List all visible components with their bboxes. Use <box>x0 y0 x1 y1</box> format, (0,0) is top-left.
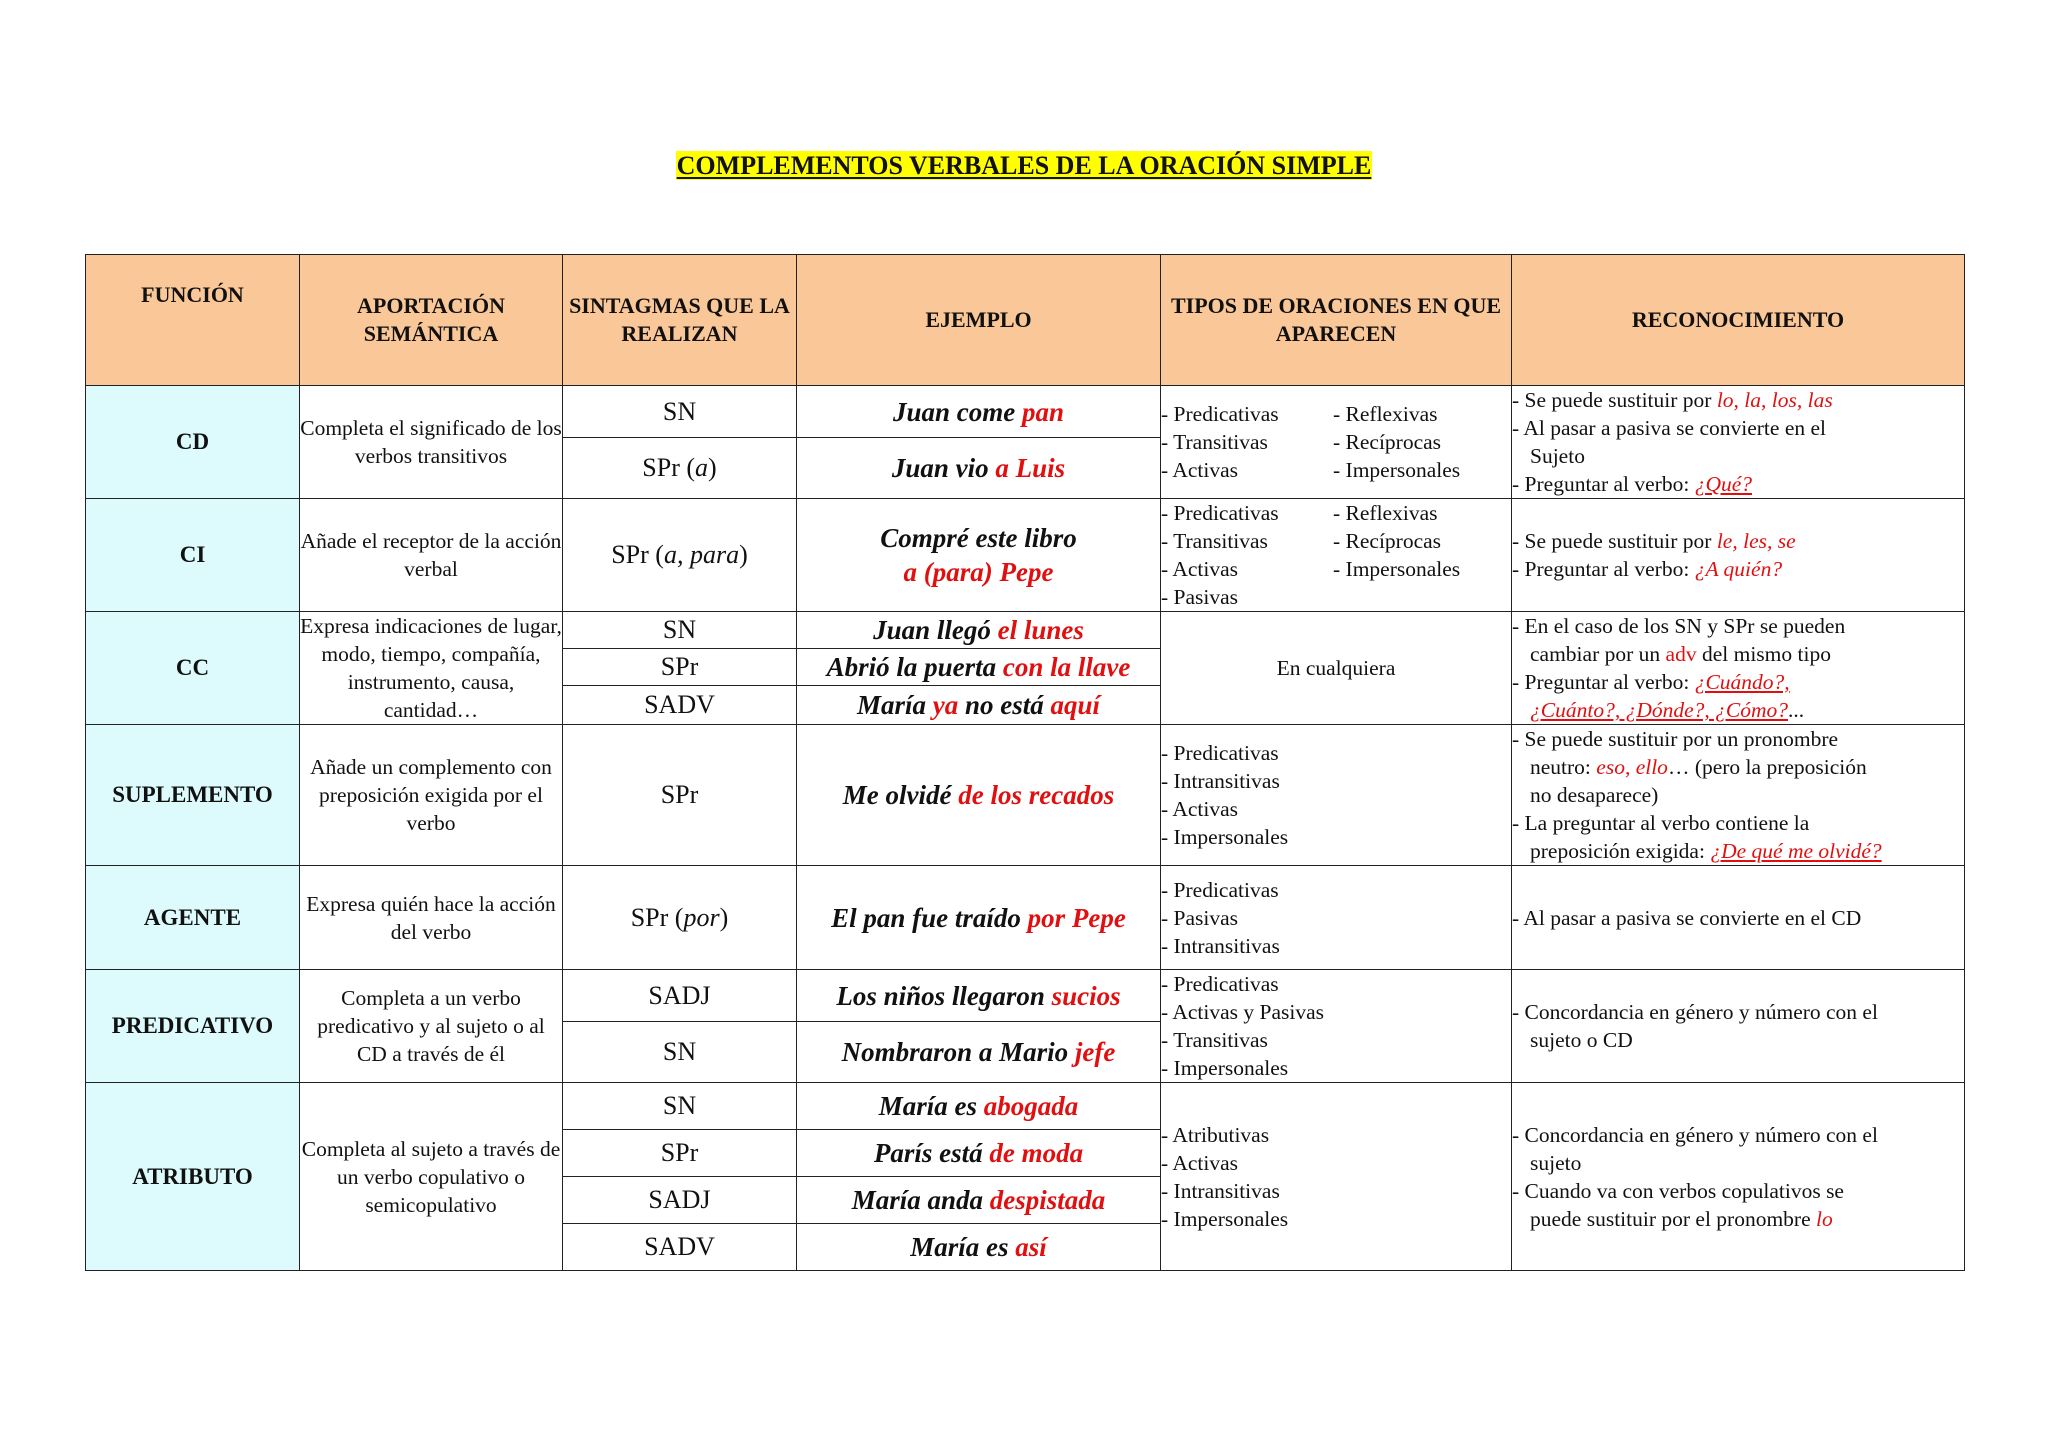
recognition-text: puede sustituir por el pronombre <box>1530 1206 1817 1231</box>
recognition-line <box>1512 640 1964 668</box>
syntagma-cell: SADV <box>563 1224 797 1271</box>
recognition-text: - Preguntar al verbo: <box>1512 472 1695 496</box>
syntagma-preposition: a <box>695 453 709 482</box>
semantic-cell-ci: Añade el receptor de la acción verbal <box>300 499 563 612</box>
example-text: Compré este libro <box>880 523 1077 553</box>
recognition-line: sujeto o CD <box>1530 1028 1633 1052</box>
example-text: Me olvidé <box>842 780 959 810</box>
sentence-type: - Impersonales <box>1333 458 1461 482</box>
sentence-type: - Recíprocas <box>1333 430 1442 454</box>
recognition-highlight: ¿De qué me olvidé? <box>1710 839 1882 863</box>
recognition-cell-predicativo <box>1512 970 1965 1083</box>
example-cell <box>797 1022 1161 1083</box>
recognition-text: cambiar por un <box>1530 642 1666 666</box>
recognition-highlight: ¿A quién? <box>1694 557 1783 581</box>
example-text: María anda <box>851 1185 990 1215</box>
sentence-type: - Activas y Pasivas <box>1161 1000 1325 1024</box>
example-text: no está <box>958 690 1051 720</box>
semantic-cell-predicativo: Completa a un verbo predicativo y al sujeto o al CD a través de él <box>300 970 563 1083</box>
syntagma-cell: SN <box>563 1022 797 1083</box>
recognition-line: - Al pasar a pasiva se convierte en el <box>1512 416 1827 440</box>
recognition-highlight: le, les, se <box>1716 529 1796 553</box>
recognition-text: - Preguntar al verbo: <box>1512 670 1695 694</box>
sentence-type: - Predicativas <box>1161 877 1279 902</box>
recognition-line: - En el caso de los SN y SPr se pueden <box>1512 614 1846 638</box>
example-highlight: así <box>1015 1232 1047 1262</box>
sentence-type: - Impersonales <box>1161 1206 1289 1231</box>
example-cell <box>797 1177 1161 1224</box>
sentence-type: - Predicativas <box>1161 501 1279 525</box>
sentence-type: - Intransitivas <box>1161 769 1280 793</box>
recognition-line <box>1512 837 1964 865</box>
example-text: María <box>856 690 933 720</box>
recognition-line <box>1512 470 1964 498</box>
recognition-line <box>1512 1205 1964 1233</box>
sentence-types-cell-predicativo <box>1161 970 1512 1083</box>
recognition-cell-cd <box>1512 386 1965 499</box>
table-row <box>86 725 1965 866</box>
recognition-cell-suplemento <box>1512 725 1965 866</box>
sentence-types-cell-ci <box>1161 499 1512 612</box>
sentence-type: - Transitivas <box>1161 529 1268 553</box>
semantic-cell-cd: Completa el significado de los verbos transitivos <box>300 386 563 499</box>
table-row <box>86 970 1965 1022</box>
sentence-type: - Atributivas <box>1161 1122 1270 1147</box>
syntagma-text: SPr ( <box>611 540 664 569</box>
sentence-type: - Activas <box>1161 458 1239 482</box>
example-text: París está <box>873 1138 990 1168</box>
recognition-line: - Concordancia en género y número con el <box>1512 1000 1878 1024</box>
recognition-text: … (pero la preposición <box>1667 755 1867 779</box>
header-ejemplo: EJEMPLO <box>797 255 1161 386</box>
example-cell <box>797 438 1161 499</box>
example-cell <box>797 386 1161 438</box>
recognition-line: - Cuando va con verbos copulativos se <box>1512 1178 1844 1203</box>
recognition-line: - Concordancia en género y número con el <box>1512 1122 1878 1147</box>
example-text: Juan come <box>892 396 1022 427</box>
syntagma-cell: SPr <box>563 725 797 866</box>
syntagma-cell <box>563 866 797 970</box>
recognition-text: preposición exigida: <box>1530 839 1711 863</box>
recognition-text: del mismo tipo <box>1696 642 1831 666</box>
header-aportacion: APORTACIÓN SEMÁNTICA <box>300 255 563 386</box>
table-row <box>86 612 1965 649</box>
function-cell-cd: CD <box>86 386 300 499</box>
recognition-highlight: lo, la, los, las <box>1716 388 1833 412</box>
recognition-line: no desaparece) <box>1530 783 1659 807</box>
syntagma-text: SPr ( <box>630 902 684 932</box>
header-sintagmas: SINTAGMAS QUE LA REALIZAN <box>563 255 797 386</box>
recognition-highlight: eso, ello <box>1596 755 1668 779</box>
example-text: María es <box>878 1091 984 1121</box>
recognition-line: sujeto <box>1530 1150 1582 1175</box>
sentence-types-list <box>1161 499 1511 611</box>
syntagma-text: ) <box>708 453 717 482</box>
recognition-highlight: lo <box>1816 1206 1833 1231</box>
example-cell <box>797 725 1161 866</box>
table-row <box>86 1083 1965 1130</box>
recognition-cell-agente <box>1512 866 1965 970</box>
example-highlight: abogada <box>983 1091 1079 1121</box>
sentence-type: - Intransitivas <box>1161 1178 1280 1203</box>
syntagma-cell: SPr <box>563 1130 797 1177</box>
function-cell-predicativo: PREDICATIVO <box>86 970 300 1083</box>
example-text: El pan fue traído <box>831 902 1028 933</box>
example-highlight: sucios <box>1051 980 1121 1011</box>
example-text: Los niños llegaron <box>836 980 1052 1011</box>
example-cell <box>797 686 1161 725</box>
example-text: Abrió la puerta <box>826 652 1003 682</box>
table-row <box>86 499 1965 612</box>
example-highlight: aquí <box>1050 690 1101 720</box>
recognition-highlight: ¿Cuánto?, ¿Dónde?, ¿Cómo? <box>1530 698 1788 722</box>
example-text: Nombraron a Mario <box>841 1037 1075 1067</box>
sentence-types-list <box>1161 400 1511 484</box>
sentence-types-cell-cd <box>1161 386 1512 499</box>
recognition-text: neutro: <box>1530 755 1597 779</box>
example-cell <box>797 612 1161 649</box>
example-cell <box>797 1224 1161 1271</box>
table-row <box>86 866 1965 970</box>
sentence-type: - Transitivas <box>1161 430 1268 454</box>
syntagma-text: ) <box>739 540 748 569</box>
recognition-line <box>1512 527 1964 555</box>
function-cell-suplemento: SUPLEMENTO <box>86 725 300 866</box>
syntagma-cell: SPr <box>563 649 797 686</box>
syntagma-cell: SADV <box>563 686 797 725</box>
sentence-type: - Pasivas <box>1161 905 1239 930</box>
recognition-highlight: ¿Cuándo?, <box>1694 670 1790 694</box>
document-title <box>0 150 2048 182</box>
recognition-line: - Se puede sustituir por un pronombre <box>1512 727 1839 751</box>
recognition-text: - Se puede sustituir por <box>1512 388 1717 412</box>
semantic-cell-cc: Expresa indicaciones de lugar, modo, tiempo, compañía, instrumento, causa, cantidad… <box>300 612 563 725</box>
example-highlight: de los recados <box>958 780 1115 810</box>
example-cell <box>797 499 1161 612</box>
recognition-highlight: ¿Qué? <box>1694 472 1753 496</box>
function-cell-ci: CI <box>86 499 300 612</box>
sentence-types-cell-cc: En cualquiera <box>1161 612 1512 725</box>
syntagma-text: ) <box>719 902 729 932</box>
semantic-cell-agente: Expresa quién hace la acción del verbo <box>300 866 563 970</box>
sentence-types-cell-atributo <box>1161 1083 1512 1271</box>
recognition-text: - Se puede sustituir por <box>1512 529 1717 553</box>
recognition-cell-ci <box>1512 499 1965 612</box>
syntagma-text: SPr ( <box>642 453 696 482</box>
syntagma-preposition: por <box>683 902 720 932</box>
sentence-type: - Transitivas <box>1161 1028 1268 1052</box>
syntagma-cell: SADJ <box>563 1177 797 1224</box>
function-cell-cc: CC <box>86 612 300 725</box>
example-highlight: ya <box>932 690 959 720</box>
example-highlight: el lunes <box>997 615 1084 645</box>
example-cell <box>797 649 1161 686</box>
sentence-type: - Activas <box>1161 557 1239 581</box>
example-cell <box>797 970 1161 1022</box>
sentence-type: - Activas <box>1161 1150 1239 1175</box>
example-cell <box>797 1130 1161 1177</box>
header-funcion <box>86 255 300 386</box>
sentence-type: - Reflexivas <box>1333 501 1438 525</box>
recognition-line: - La preguntar al verbo contiene la <box>1512 811 1810 835</box>
recognition-text: ... <box>1788 698 1805 722</box>
syntagma-cell <box>563 499 797 612</box>
recognition-line <box>1512 386 1964 414</box>
sentence-type: - Predicativas <box>1161 402 1279 426</box>
example-highlight: con la llave <box>1002 652 1131 682</box>
syntagma-preposition: a, para <box>663 540 740 569</box>
header-row <box>86 255 1965 386</box>
complements-table <box>85 254 1965 1271</box>
recognition-text: - Preguntar al verbo: <box>1512 557 1695 581</box>
recognition-line <box>1512 753 1964 781</box>
example-text: Juan vio <box>891 453 996 483</box>
recognition-line <box>1512 668 1964 696</box>
syntagma-cell <box>563 438 797 499</box>
header-reconocimiento: RECONOCIMIENTO <box>1512 255 1965 386</box>
recognition-line: - Al pasar a pasiva se convierte en el CD <box>1512 905 1862 930</box>
table-row <box>86 386 1965 438</box>
example-highlight: a (para) Pepe <box>903 557 1054 587</box>
syntagma-cell: SADJ <box>563 970 797 1022</box>
example-highlight: pan <box>1021 396 1065 427</box>
example-cell <box>797 1083 1161 1130</box>
function-cell-atributo: ATRIBUTO <box>86 1083 300 1271</box>
header-funcion-label: FUNCIÓN <box>141 282 244 307</box>
recognition-cell-cc <box>1512 612 1965 725</box>
syntagma-cell: SN <box>563 1083 797 1130</box>
recognition-highlight: adv <box>1665 642 1697 666</box>
semantic-cell-atributo: Completa al sujeto a través de un verbo copulativo o semicopulativo <box>300 1083 563 1271</box>
document-title-text: COMPLEMENTOS VERBALES DE LA ORACIÓN SIMPLE <box>676 151 1372 180</box>
example-text: María es <box>910 1232 1016 1262</box>
sentence-type: - Impersonales <box>1161 825 1289 849</box>
sentence-type: - Predicativas <box>1161 741 1279 765</box>
header-tipos: TIPOS DE ORACIONES EN QUE APARECEN <box>1161 255 1512 386</box>
recognition-cell-atributo <box>1512 1083 1965 1271</box>
recognition-line <box>1512 555 1964 583</box>
example-highlight: jefe <box>1074 1037 1116 1067</box>
sentence-type: - Predicativas <box>1161 972 1279 996</box>
example-cell <box>797 866 1161 970</box>
example-highlight: por Pepe <box>1027 902 1126 933</box>
sentence-type: - Reflexivas <box>1333 402 1438 426</box>
syntagma-cell: SN <box>563 386 797 438</box>
sentence-type: - Impersonales <box>1333 557 1461 581</box>
sentence-type: - Activas <box>1161 797 1239 821</box>
example-highlight: a Luis <box>995 453 1066 483</box>
sentence-types-cell-agente <box>1161 866 1512 970</box>
example-highlight: de moda <box>989 1138 1084 1168</box>
syntagma-cell: SN <box>563 612 797 649</box>
example-highlight: despistada <box>989 1185 1106 1215</box>
sentence-type: - Impersonales <box>1161 1056 1289 1080</box>
sentence-type: - Intransitivas <box>1161 933 1280 958</box>
sentence-type: - Recíprocas <box>1333 529 1442 553</box>
recognition-line: Sujeto <box>1530 444 1585 468</box>
semantic-cell-suplemento: Añade un complemento con preposición exigida por el verbo <box>300 725 563 866</box>
sentence-types-cell-suplemento <box>1161 725 1512 866</box>
recognition-line <box>1512 696 1964 724</box>
example-text: Juan llegó <box>873 615 998 645</box>
function-cell-agente: AGENTE <box>86 866 300 970</box>
sentence-type: - Pasivas <box>1161 585 1239 609</box>
